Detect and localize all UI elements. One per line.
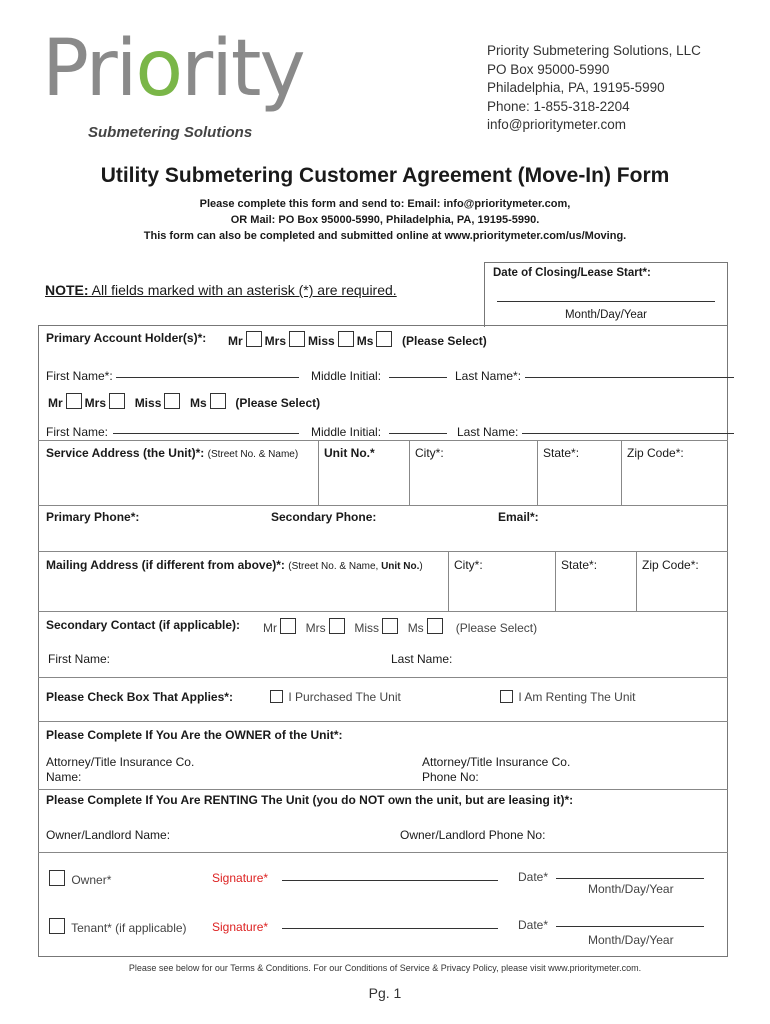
- instructions-line-1: Please complete this form and send to: Email: info@prioritymeter.com,: [199, 198, 571, 210]
- second-mrs-checkbox[interactable]: [109, 393, 125, 409]
- renting-section-label: Please Complete If You Are RENTING The Unit (you do NOT own the unit, but are leasing it)*:: [46, 793, 574, 807]
- company-po-box: PO Box 95000-5990: [487, 61, 610, 77]
- primary-ms-label: Ms: [356, 334, 374, 348]
- renting-option[interactable]: [498, 690, 636, 704]
- tenant-checkbox[interactable]: [49, 918, 65, 934]
- second-first-name-field[interactable]: [113, 433, 299, 434]
- service-address-hint: (Street No. & Name): [207, 449, 299, 460]
- second-middle-field[interactable]: [389, 433, 447, 434]
- divider: [38, 505, 728, 506]
- secondary-mrs-label: Mrs: [305, 621, 326, 635]
- divider: [555, 551, 556, 611]
- primary-miss-checkbox[interactable]: [338, 331, 354, 347]
- primary-select-hint: (Please Select): [402, 334, 487, 348]
- second-holder-title-options: [48, 393, 320, 410]
- divider: [318, 440, 319, 505]
- owner-date-format: Month/Day/Year: [588, 882, 674, 896]
- service-address-label: [46, 446, 298, 460]
- footer-note: Please see below for our Terms & Conditions. For our Conditions of Service & Privacy Policy, please visit www.prioritymeter.com.: [128, 963, 642, 973]
- second-first-name-label: First Name:: [46, 425, 109, 439]
- secondary-ms-checkbox[interactable]: [427, 618, 443, 634]
- second-mr-label: Mr: [48, 396, 63, 410]
- instructions-line-2: OR Mail: PO Box 95000-5990, Philadelphia, PA, 19195-5990.: [230, 214, 540, 226]
- attorney-phone-line-2: Phone No:: [422, 770, 479, 784]
- divider: [38, 677, 728, 678]
- instructions: [0, 196, 770, 244]
- service-zip-label: Zip Code*:: [627, 446, 684, 460]
- primary-holder-label: Primary Account Holder(s)*:: [46, 331, 207, 345]
- second-middle-label: Middle Initial:: [311, 425, 382, 439]
- email-label: Email*:: [498, 510, 539, 524]
- company-email: info@prioritymeter.com: [487, 117, 626, 132]
- divider: [38, 789, 728, 790]
- primary-phone-label: Primary Phone*:: [46, 510, 140, 524]
- company-phone: Phone: 1-855-318-2204: [487, 98, 630, 114]
- tenant-signature-field[interactable]: [282, 928, 498, 929]
- renting-label: I Am Renting The Unit: [518, 690, 636, 704]
- unit-no-label: Unit No.*: [324, 446, 375, 460]
- divider: [38, 852, 728, 853]
- mailing-hint-unit: Unit No.: [381, 561, 420, 572]
- logo: Priority: [42, 24, 304, 114]
- divider: [38, 440, 728, 441]
- closing-date-label: Date of Closing/Lease Start*:: [493, 267, 651, 279]
- service-city-label: City*:: [415, 446, 444, 460]
- secondary-mr-checkbox[interactable]: [280, 618, 296, 634]
- mailing-state-label: State*:: [561, 558, 598, 572]
- attorney-phone-label: [422, 755, 570, 785]
- company-name: Priority Submetering Solutions, LLC: [487, 43, 701, 58]
- owner-date-field[interactable]: [556, 878, 704, 879]
- second-last-name-field[interactable]: [522, 433, 734, 434]
- mailing-address-label: [46, 558, 423, 572]
- divider: [38, 611, 728, 612]
- primary-last-name-field[interactable]: [525, 377, 734, 378]
- owner-checkbox[interactable]: [49, 870, 65, 886]
- second-ms-label: Ms: [190, 396, 207, 410]
- tenant-date-label: Date*: [518, 918, 549, 932]
- second-miss-label: Miss: [134, 396, 162, 410]
- primary-mrs-label: Mrs: [264, 334, 287, 348]
- applies-label: Please Check Box That Applies*:: [46, 690, 233, 704]
- owner-sign-option[interactable]: [46, 870, 111, 887]
- primary-mr-checkbox[interactable]: [246, 331, 262, 347]
- closing-date-box: [484, 262, 728, 327]
- mailing-zip-label: Zip Code*:: [642, 558, 699, 572]
- required-note: [45, 282, 397, 298]
- primary-middle-label: Middle Initial:: [311, 369, 382, 383]
- renting-checkbox[interactable]: [500, 690, 513, 703]
- second-select-hint: (Please Select): [235, 396, 321, 410]
- instructions-line-3: This form can also be completed and submitted online at www.prioritymeter.com/us/Moving.: [143, 230, 627, 242]
- note-text: All fields marked with an asterisk (*) are required.: [88, 282, 397, 298]
- primary-mr-label: Mr: [228, 334, 243, 348]
- service-address-title: Service Address (the Unit)*:: [46, 446, 205, 460]
- secondary-select-hint: (Please Select): [455, 621, 538, 635]
- page-number: Pg. 1: [368, 985, 402, 1001]
- primary-last-name-label: Last Name*:: [455, 369, 522, 383]
- secondary-mrs-checkbox[interactable]: [329, 618, 345, 634]
- second-ms-checkbox[interactable]: [210, 393, 226, 409]
- second-miss-checkbox[interactable]: [164, 393, 180, 409]
- secondary-mr-label: Mr: [263, 621, 277, 635]
- second-last-name-label: Last Name:: [457, 425, 519, 439]
- primary-middle-field[interactable]: [389, 377, 447, 378]
- second-mrs-label: Mrs: [84, 396, 107, 410]
- divider: [38, 551, 728, 552]
- service-state-label: State*:: [543, 446, 580, 460]
- second-mr-checkbox[interactable]: [66, 393, 82, 409]
- attorney-name-label: [46, 755, 194, 785]
- closing-date-field[interactable]: [497, 301, 715, 302]
- note-label: NOTE:: [45, 282, 89, 298]
- primary-first-name-field[interactable]: [116, 377, 299, 378]
- tenant-sign-label: Tenant* (if applicable): [71, 921, 187, 935]
- closing-date-format: Month/Day/Year: [564, 309, 648, 321]
- form-box: [38, 325, 728, 957]
- logo-subtitle: Submetering Solutions: [88, 124, 253, 141]
- purchased-option[interactable]: [268, 690, 401, 704]
- divider: [448, 551, 449, 611]
- primary-first-name-label: First Name*:: [46, 369, 113, 383]
- attorney-name-line-1: Attorney/Title Insurance Co.: [46, 755, 195, 769]
- secondary-ms-label: Ms: [407, 621, 424, 635]
- company-address: [487, 42, 701, 135]
- owner-date-label: Date*: [518, 870, 549, 884]
- primary-title-options: [228, 331, 487, 348]
- mailing-hint-start: (Street No. & Name,: [288, 561, 382, 572]
- secondary-miss-checkbox[interactable]: [382, 618, 398, 634]
- landlord-name-label: Owner/Landlord Name:: [46, 828, 171, 842]
- divider: [621, 440, 622, 505]
- tenant-sign-option[interactable]: [46, 918, 187, 935]
- primary-ms-checkbox[interactable]: [376, 331, 392, 347]
- divider: [537, 440, 538, 505]
- tenant-date-field[interactable]: [556, 926, 704, 927]
- purchased-label: I Purchased The Unit: [288, 690, 401, 704]
- company-city: Philadelphia, PA, 19195-5990: [487, 80, 665, 95]
- owner-signature-field[interactable]: [282, 880, 498, 881]
- secondary-miss-label: Miss: [354, 621, 380, 635]
- tenant-date-format: Month/Day/Year: [588, 933, 674, 947]
- purchased-checkbox[interactable]: [270, 690, 283, 703]
- mailing-city-label: City*:: [454, 558, 483, 572]
- owner-section-label: Please Complete If You Are the OWNER of the Unit*:: [46, 728, 343, 742]
- owner-sign-label: Owner*: [71, 873, 112, 887]
- mailing-address-title: Mailing Address (if different from above)*:: [46, 558, 285, 572]
- primary-miss-label: Miss: [308, 334, 335, 348]
- tenant-signature-label: Signature*: [212, 920, 269, 934]
- divider: [636, 551, 637, 611]
- secondary-contact-label: Secondary Contact (if applicable):: [46, 618, 241, 632]
- owner-signature-label: Signature*: [212, 871, 269, 885]
- page-title: Utility Submetering Customer Agreement (Move-In) Form: [100, 164, 670, 187]
- secondary-first-name-label: First Name:: [48, 652, 111, 666]
- attorney-name-line-2: Name:: [46, 770, 82, 784]
- secondary-title-options: [263, 618, 537, 635]
- divider: [409, 440, 410, 505]
- divider: [38, 721, 728, 722]
- primary-mrs-checkbox[interactable]: [289, 331, 305, 347]
- secondary-phone-label: Secondary Phone:: [271, 510, 377, 524]
- attorney-phone-line-1: Attorney/Title Insurance Co.: [422, 755, 571, 769]
- landlord-phone-label: Owner/Landlord Phone No:: [400, 828, 546, 842]
- mailing-hint-end: ): [419, 561, 423, 572]
- secondary-last-name-label: Last Name:: [391, 652, 453, 666]
